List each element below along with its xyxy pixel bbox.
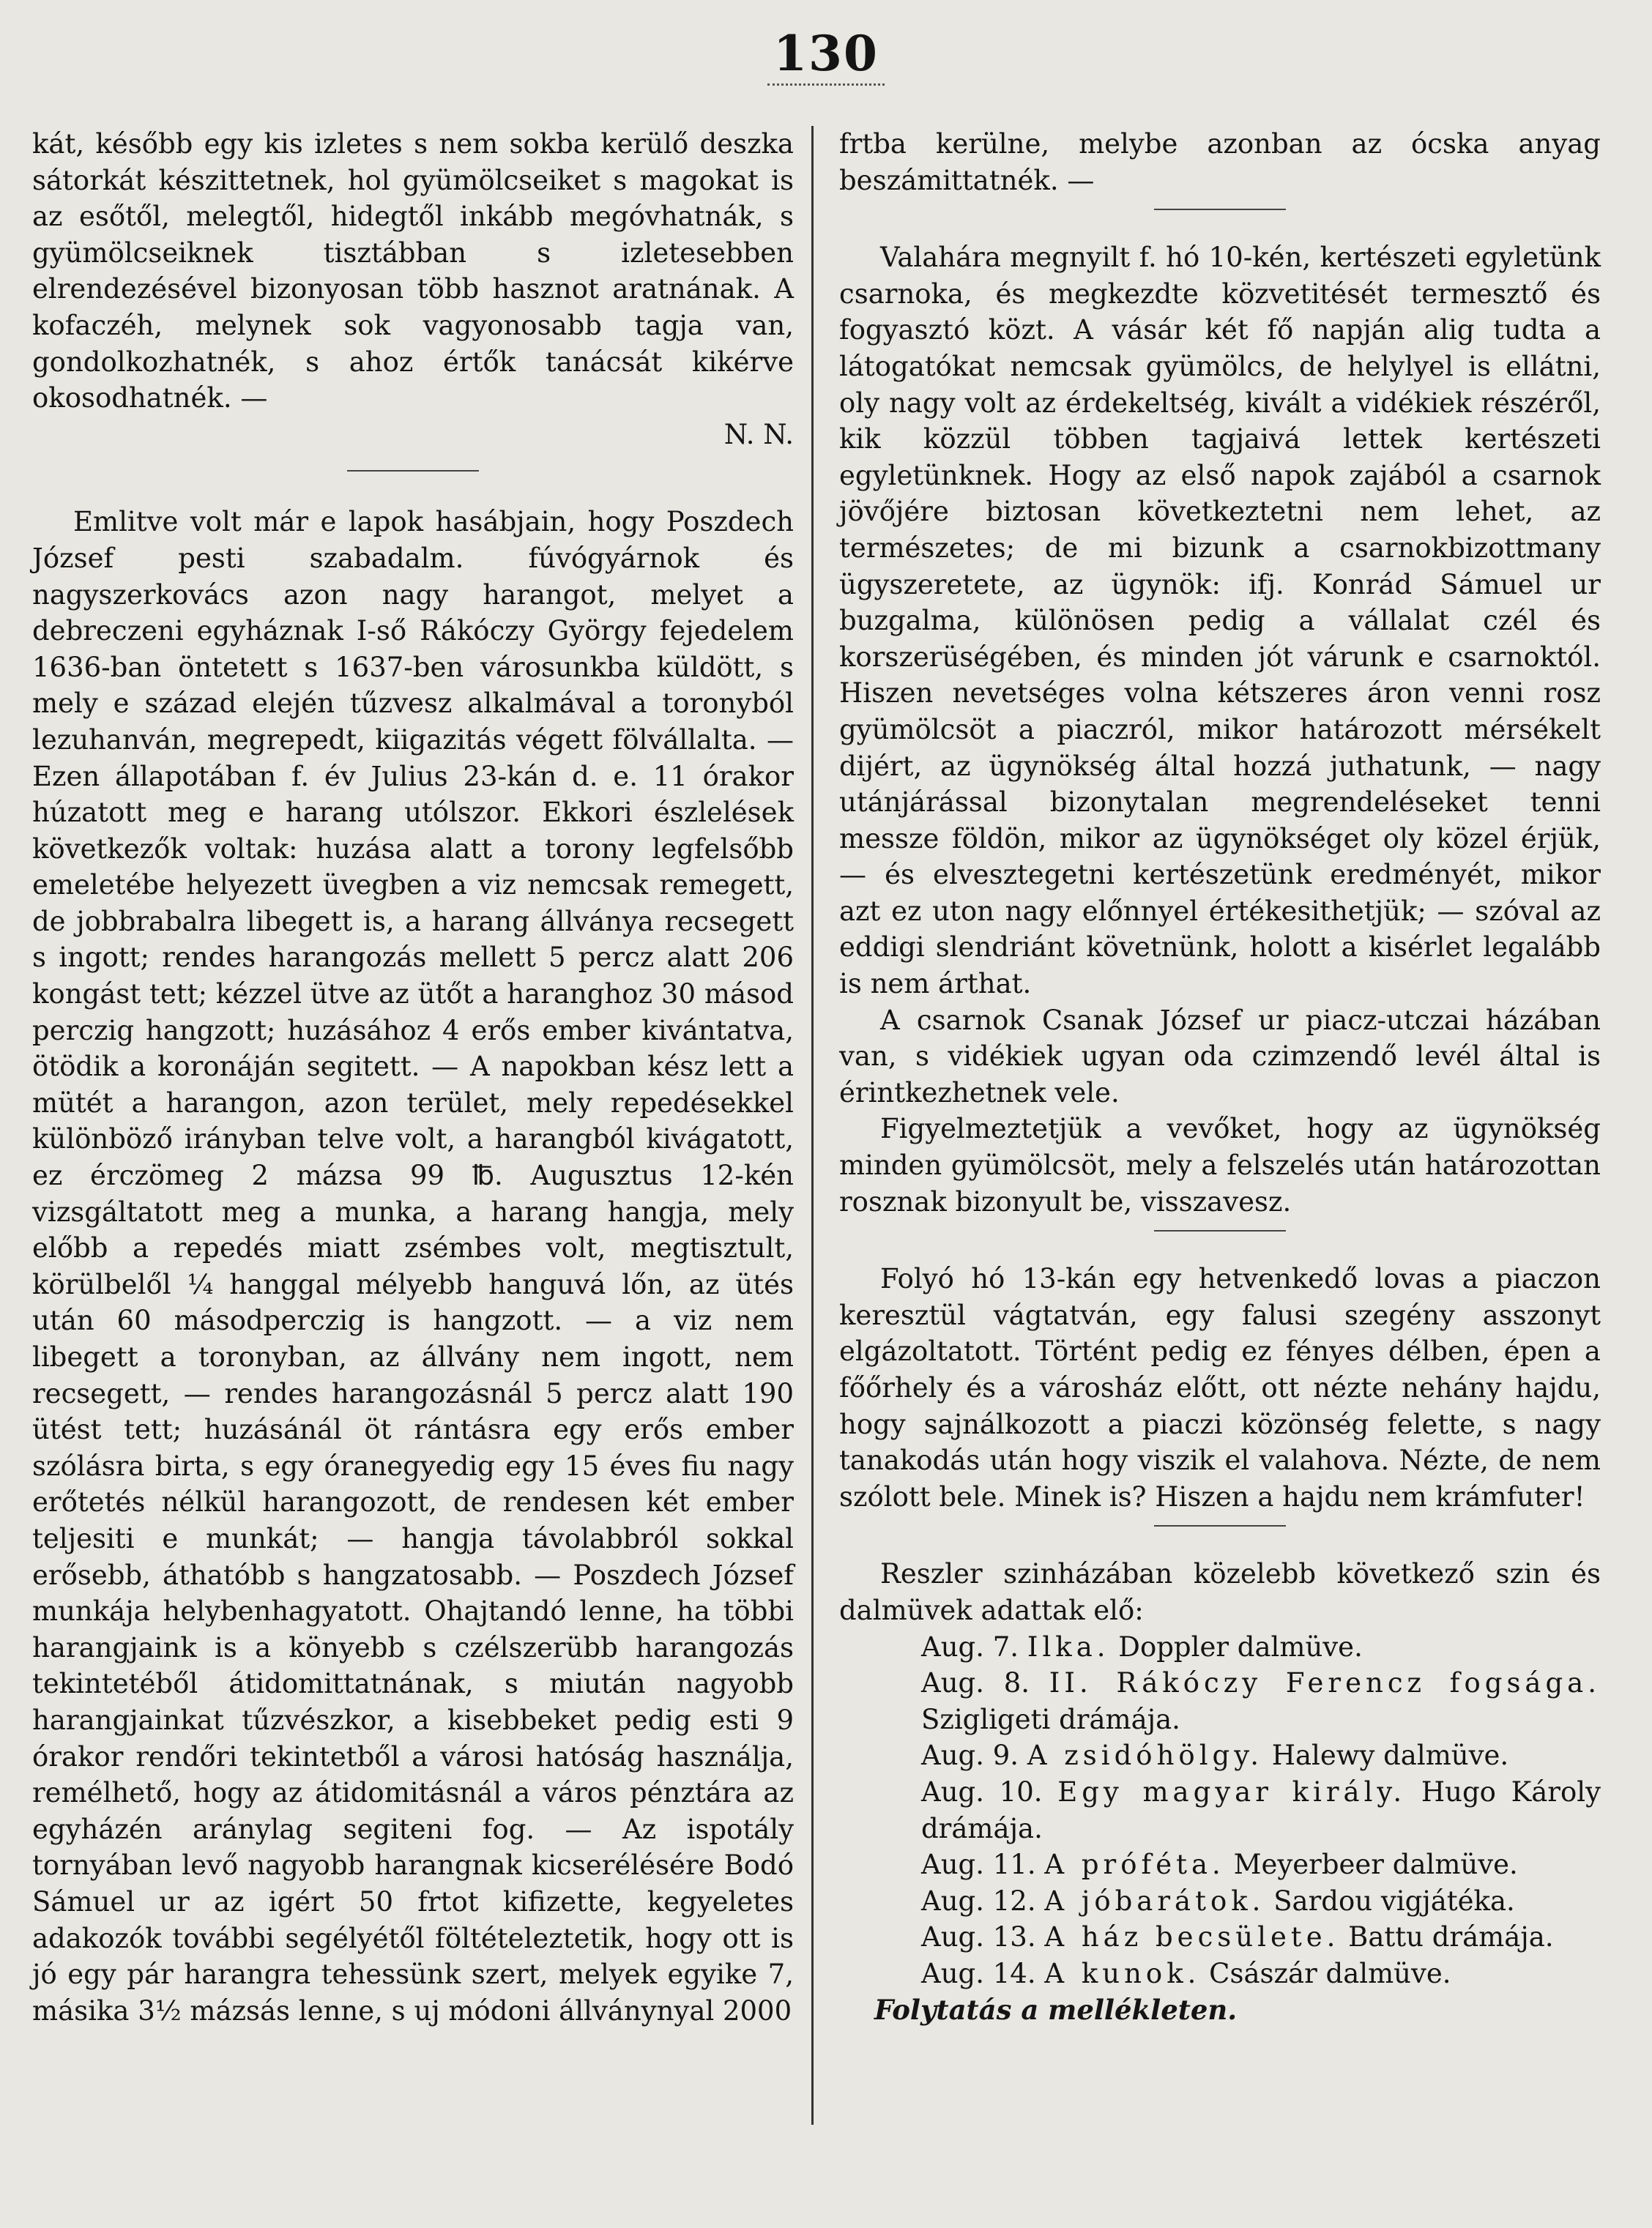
ornament-divider xyxy=(767,83,885,92)
list-item: Aug. 12. A jóbarátok. Sardou vigjátéka. xyxy=(921,1885,1515,1917)
left-column xyxy=(32,126,794,2029)
list-item: Aug. 7. Ilka. Doppler dalmüve. xyxy=(921,1631,1363,1663)
list-item: Aug. 13. A ház becsülete. Battu drámája. xyxy=(921,1921,1554,1953)
page-number: 130 xyxy=(773,25,879,82)
right-paragraph-3: A csarnok Csanak József ur piacz-utczai házában van, s vidékiek ugyan oda czimzendő levél által is érintkezhetnek vele. xyxy=(839,1004,1601,1109)
list-item: Aug. 14. A kunok. Császár dalmüve. xyxy=(921,1957,1451,1989)
signature-line xyxy=(32,417,794,453)
left-paragraph-2: Emlitve volt már e lapok hasábjain, hogy Poszdech József pesti szabadalm. fúvógyárnok és nagyszerkovács azon nagy harangot, melyet a debreczeni egyháznak I-ső Rákóczy György fejedelem 1636-ban öntetett s 1637-ben városunkba küldött, s mely e század elején tűzvesz alkalmával a toronyból lezuhanván, megrepedt, kiigazitás végett fölvállalta. — Ezen állapotában f. év Julius 23-kán d. e. 11 órakor húzatott meg e harang utólszor. Ekkori észlelések következők voltak: huzása alatt a torony legfelsőbb emeletébe helyezett üvegben a viz nemcsak remegett, de jobbrabalra libegett is, a harang állványa recsegett s ingott; rendes harangozás mellett 5 percz alatt 206 kongást tett; kézzel ütve az ütőt a haranghoz 30 másod perczig hangzott; huzásához 4 erős ember kivántatva, ötödik a koronáján segitett. — A napokban kész lett a mütét a harangon, azon terület, mely repedésekkel különböző irányban telve volt, a harangból kivágatott, ez érczömeg 2 mázsa 99 ℔. Augusztus 12-kén vizsgáltatott meg a munka, a harang hangja, mely előbb a repedés miatt zsémbes volt, megtisztult, körülbelől ¼ hanggal mélyebb hanguvá lőn, az ütés után 60 másodperczig is hangzott. — a viz nem libegett a toronyban, az állvány nem ingott, nem recsegett, — rendes harangozásnál 5 percz alatt 190 ütést tett; huzásánál öt rántásra egy erős ember szólásra birta, s egy óranegyedig egy 15 éves fiu nagy erőtetés nélkül harangozott, de rendesen két ember teljesiti e munkát; — hangja távolabbról sokkal erősebb, áthatóbb s hangzatosabb. — Poszdech József munkája helybenhagyatott. Ohajtandó lenne, ha többi harangjaink is a könyebb s czélszerübb harangozás tekintetéből átidomittatnának, s miután nagyobb harangjainkat tűzvészkor, a kisebbeket pedig esti 9 órakor rendőri tekintetből a városi hatóság használja, remélhető, hogy az átidomitásnál a város pénztára az egyházén aránylag segiteni fog. — Az ispotály tornyában levő nagyobb harangnak kicserélésére Bodó Sámuel ur az igért 50 frtot kifizette, kegyeletes adakozók további segélyétől föltételeztetik, hogy ott is jó egy pár harangra tehessünk szert, melyek egyike 7, másika 3½ mázsás lenne, s uj módoni állványnyal 2000 xyxy=(32,506,794,2027)
signature: N. N. xyxy=(723,418,794,450)
right-paragraph-4: Figyelmeztetjük a vevőket, hogy az ügynökség minden gyümölcsöt, mely a felszelés után határozottan rosznak bizonyult be, visszavesz. xyxy=(839,1113,1601,1218)
section-separator xyxy=(1154,209,1286,210)
list-item: Aug. 10. Egy magyar király. Hugo Károly drámája. xyxy=(921,1776,1601,1844)
section-separator xyxy=(1154,1230,1286,1232)
right-paragraph-1: frtba kerülne, melybe azonban az ócska anyag beszámittatnék. — xyxy=(839,128,1601,196)
continuation-note: Folytatás a mellékleten. xyxy=(874,1993,1238,2026)
show-list xyxy=(839,1629,1601,1992)
right-paragraph-6: Reszler szinházában közelebb következő szin és dalmüvek adattak elő: xyxy=(839,1558,1601,1626)
list-item: Aug. 8. II. Rákóczy Ferencz fogsága. Szigligeti drámája. xyxy=(921,1667,1601,1735)
right-paragraph-5: Folyó hó 13-kán egy hetvenkedő lovas a piaczon keresztül vágtatván, egy falusi szegény asszonyt elgázoltatott. Történt pedig ez fényes délben, épen a főőrhely és a városház előtt, ott nézte nehány hajdu, hogy sajnálkozott a piaczi közönség felette, s nagy tanakodás után hogy viszik el valahova. Nézte, de nem szólott bele. Minek is? Hiszen a hajdu nem krámfuter! xyxy=(839,1263,1601,1513)
section-separator xyxy=(1154,1525,1286,1527)
section-separator xyxy=(347,470,479,472)
column-divider xyxy=(811,126,814,2125)
list-item: Aug. 11. A próféta. Meyerbeer dalmüve. xyxy=(921,1849,1518,1881)
list-item: Aug. 9. A zsidóhölgy. Halewy dalmüve. xyxy=(921,1740,1509,1772)
right-paragraph-2: Valahára megnyilt f. hó 10-kén, kertészeti egyletünk csarnoka, és megkezdte közvetitését termesztő és fogyasztó közt. A vásár két fő napján alig tudta a látogatókat nemcsak gyümölcs, de helylyel is ellátni, oly nagy volt az érdekeltség, kivált a vidékiek részéről, kik közzül többen tagjaivá lettek kertészeti egyletünknek. Hogy az első napok zajából a csarnok jövőjére biztosan következtetni nem lehet, az természetes; de mi bizunk a csarnokbizottmany ügyszeretete, az ügynök: ifj. Konrád Sámuel ur buzgalma, különösen pedig a vállalat czél és korszerüségében, és minden jót várunk e csarnoktól. Hiszen nevetséges volna kétszeres áron venni rosz gyümölcsöt a piaczról, mikor határozott mérsékelt dijért, az ügynökség által hozzá juthatunk, — nagy utánjárással bizonytalan megrendeléseket tenni messze földön, mikor az ügynökséget oly közel érjük, — és elvesztegetni kertészetünk eredményét, mikor azt ez uton nagy előnnyel értékesithetjük; — szóval az eddigi slendriánt követnünk, holott a kisérlet legalább is nem árthat. xyxy=(839,242,1601,1000)
left-paragraph-1: kát, később egy kis izletes s nem sokba kerülő deszka sátorkát készittetnek, hol gyümölcseiket s magokat is az esőtől, melegtől, hidegtől inkább megóvhatnák, s gyümölcseiknek tisztábban s izletesebben elrendezésével bizonyosan több hasznot aratnának. A kofaczéh, melynek sok vagyonosabb tagja van, gondolkozhatnék, s ahoz értők tanácsát kikérve okosodhatnék. — xyxy=(32,128,794,414)
right-column xyxy=(839,126,1601,2028)
